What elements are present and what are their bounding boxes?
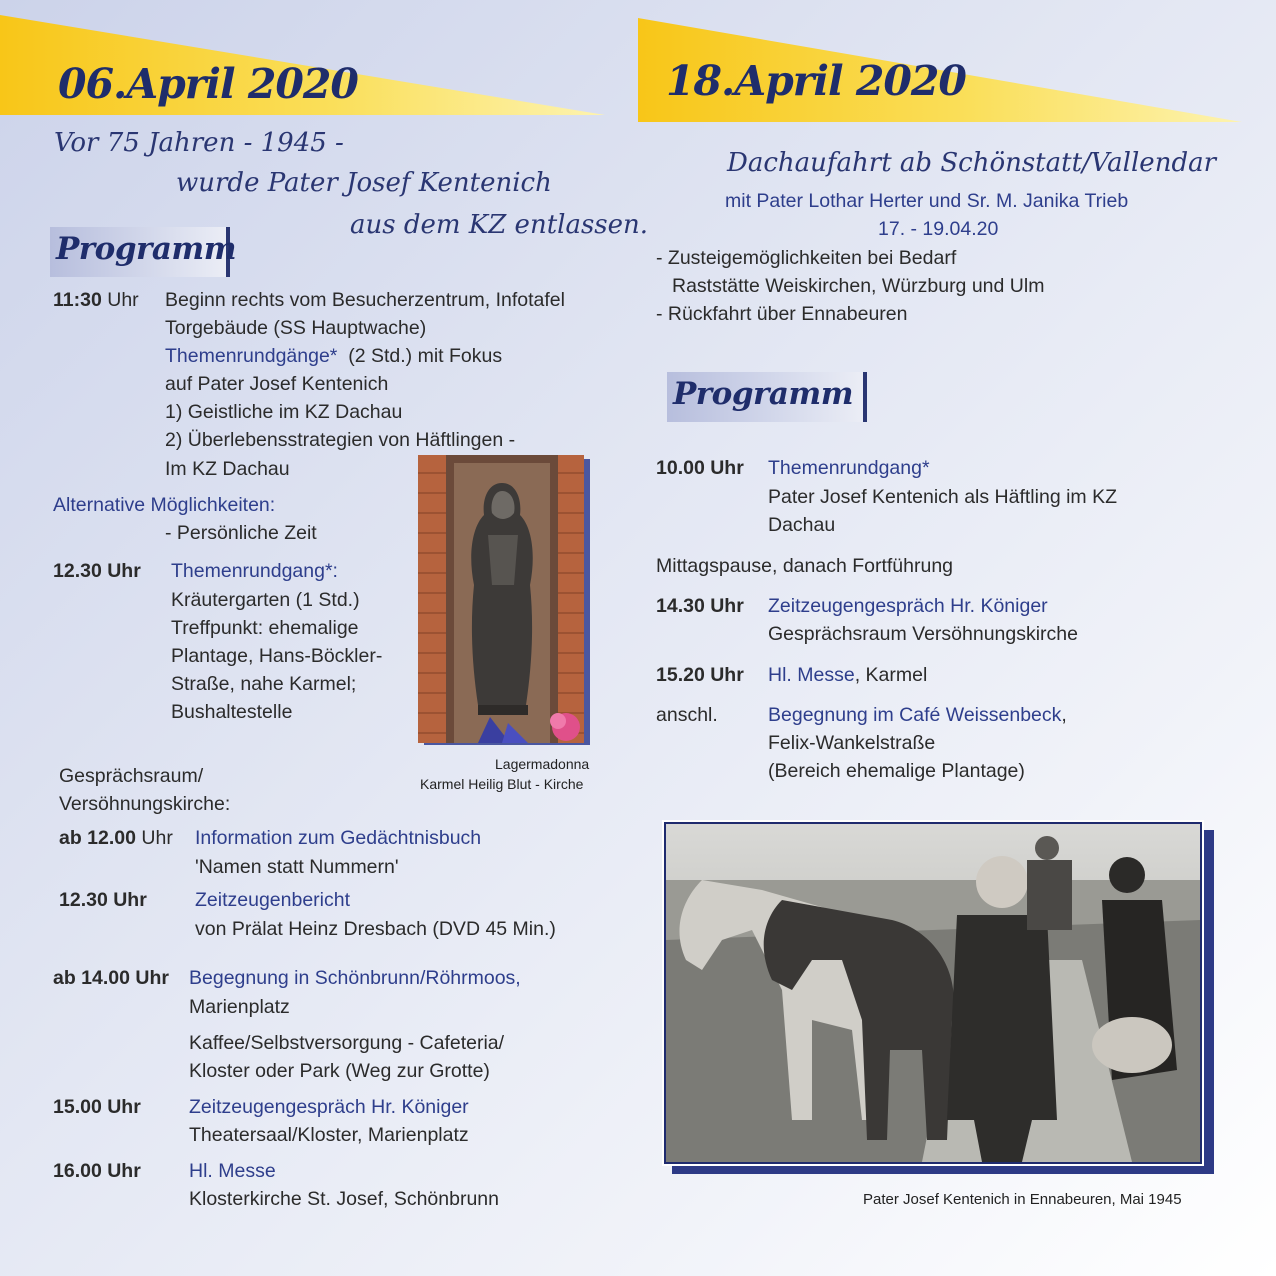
intro-line-3: aus dem KZ entlassen.	[350, 210, 649, 240]
intro-line-2: wurde Pater Josef Kentenich	[176, 168, 552, 198]
event-line: Klosterkirche St. Josef, Schönbrunn	[189, 1188, 499, 1210]
trip-bullet: - Zusteigemöglichkeiten bei Bedarf	[656, 247, 957, 269]
event-line: auf Pater Josef Kentenich	[165, 373, 389, 395]
trip-bullet: Raststätte Weiskirchen, Würzburg und Ulm	[672, 275, 1045, 297]
event-line: Gesprächsraum Versöhnungskirche	[768, 623, 1078, 645]
right-program-heading	[667, 372, 867, 422]
photo-caption: Pater Josef Kentenich in Ennabeuren, Mai 1945	[863, 1191, 1182, 1208]
left-program-title: Programm	[56, 231, 237, 267]
event-line: Dachau	[768, 514, 836, 536]
event-title: Themenrundgang*	[768, 457, 930, 479]
event-title: Begegnung in Schönbrunn/Röhrmoos,	[189, 967, 521, 989]
right-program-title: Programm	[673, 376, 854, 412]
event-title: Themenrundgänge* (2 Std.) mit Fokus	[165, 345, 503, 367]
event-line: Felix-Wankelstraße	[768, 732, 936, 754]
event-time: 10.00 Uhr	[656, 457, 744, 479]
event-line: Theatersaal/Kloster, Marienplatz	[189, 1124, 469, 1146]
event-title: Information zum Gedächtnisbuch	[195, 827, 482, 849]
left-date: 06.April 2020	[58, 60, 358, 108]
event-line: Kaffee/Selbstversorgung - Cafeteria/	[189, 1032, 505, 1054]
event-time: 11:30 Uhr	[53, 289, 139, 311]
venue-line: Gesprächsraum/	[59, 765, 204, 787]
lunch-note: Mittagspause, danach Fortführung	[656, 555, 954, 577]
trip-bullet: - Rückfahrt über Ennabeuren	[656, 303, 908, 325]
event-title: Zeitzeugengespräch Hr. Königer	[189, 1096, 469, 1118]
event-line: von Prälat Heinz Dresbach (DVD 45 Min.)	[195, 918, 556, 940]
intro-line-1: Vor 75 Jahren - 1945 -	[54, 128, 344, 158]
event-line: Plantage, Hans-Böckler-	[171, 645, 383, 667]
historic-photo	[662, 820, 1214, 1174]
madonna-caption-1: Lagermadonna	[495, 756, 590, 772]
left-program-heading	[50, 227, 237, 277]
event-title: Zeitzeugengespräch Hr. Königer	[768, 595, 1048, 617]
trip-with: mit Pater Lothar Herter und Sr. M. Janika Trieb	[725, 190, 1129, 212]
event-time: 15.00 Uhr	[53, 1096, 141, 1118]
event-time: ab 12.00 Uhr	[59, 827, 173, 849]
event-line: Treffpunkt: ehemalige	[171, 617, 359, 639]
event-line: 'Namen statt Nummern'	[195, 856, 399, 878]
event-title: Themenrundgang*:	[171, 560, 338, 582]
event-line: Pater Josef Kentenich als Häftling im KZ	[768, 486, 1117, 508]
event-line: Torgebäude (SS Hauptwache)	[165, 317, 427, 339]
madonna-photo	[418, 455, 592, 747]
event-line: (Bereich ehemalige Plantage)	[768, 760, 1025, 782]
event-time: 15.20 Uhr	[656, 664, 744, 686]
event-title: Begegnung im Café Weissenbeck,	[768, 704, 1067, 726]
event-title: Hl. Messe, Karmel	[768, 664, 928, 686]
event-line: Kloster oder Park (Weg zur Grotte)	[189, 1060, 490, 1082]
event-time: ab 14.00 Uhr	[53, 967, 169, 989]
event-line: 1) Geistliche im KZ Dachau	[165, 401, 403, 423]
event-time: 16.00 Uhr	[53, 1160, 141, 1182]
alternatives-title: Alternative Möglichkeiten:	[53, 494, 276, 516]
madonna-caption-2: Karmel Heilig Blut - Kirche	[420, 776, 584, 792]
event-line: Bushaltestelle	[171, 701, 293, 723]
event-line: Im KZ Dachau	[165, 458, 290, 480]
event-time: 12.30 Uhr	[59, 889, 147, 911]
event-title: Zeitzeugenbericht	[195, 889, 351, 911]
event-line: Kräutergarten (1 Std.)	[171, 589, 360, 611]
event-time: anschl.	[656, 704, 718, 726]
event-line: Beginn rechts vom Besucherzentrum, Infotafel	[165, 289, 565, 311]
alternatives-item: - Persönliche Zeit	[165, 522, 317, 544]
venue-line: Versöhnungskirche:	[59, 793, 231, 815]
event-line: Marienplatz	[189, 996, 290, 1018]
event-line: 2) Überlebensstrategien von Häftlingen -	[165, 429, 516, 451]
event-time: 12.30 Uhr	[53, 560, 141, 582]
event-title: Hl. Messe	[189, 1160, 276, 1182]
trip-dates: 17. - 19.04.20	[878, 218, 999, 240]
event-line: Straße, nahe Karmel;	[171, 673, 357, 695]
right-date: 18.April 2020	[666, 57, 966, 105]
event-time: 14.30 Uhr	[656, 595, 744, 617]
